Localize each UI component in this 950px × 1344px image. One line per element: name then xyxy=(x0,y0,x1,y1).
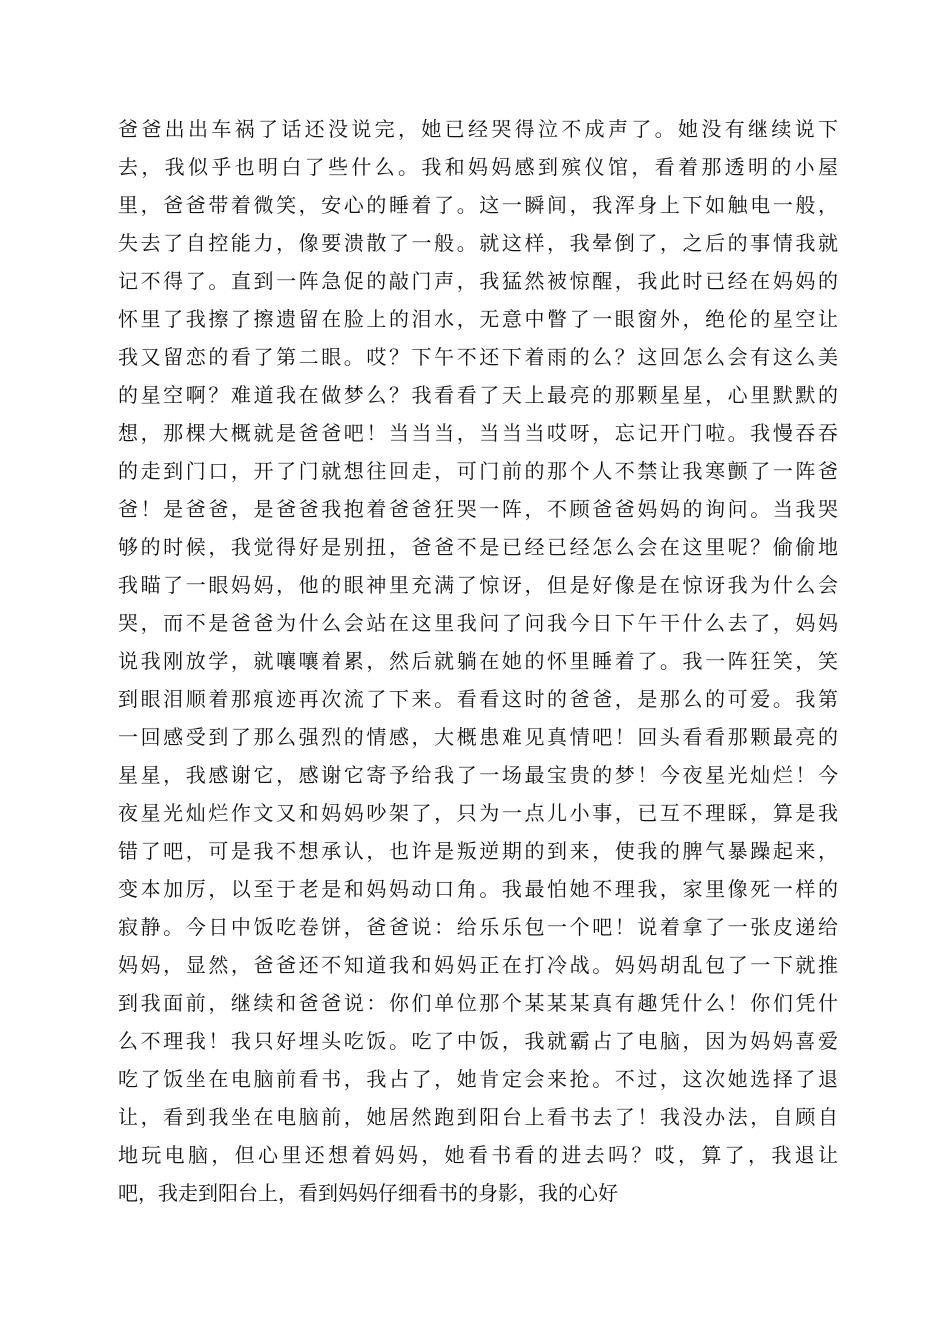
text-line: 去，我似乎也明白了些什么。我和妈妈感到殡仪馆，看着那透明的小屋 xyxy=(118,155,838,179)
text-line: 怀里了我擦了擦遗留在脸上的泪水，无意中瞥了一眼窗外，绝伦的星空让 xyxy=(118,307,838,331)
text-line: 一回感受到了那么强烈的情感，大概患难见真情吧！回头看看那颗最亮的 xyxy=(118,725,838,749)
text-line: 错了吧，可是我不想承认，也许是叛逆期的到来，使我的脾气暴躁起来， xyxy=(118,839,838,863)
text-line: 吧，我走到阳台上，看到妈妈仔细看书的身影，我的心好 xyxy=(118,1181,618,1205)
text-line: 星星，我感谢它，感谢它寄予给我了一场最宝贵的梦！今夜星光灿烂！今 xyxy=(118,763,838,787)
text-line: 想，那棵大概就是爸爸吧！当当当，当当当哎呀，忘记开门啦。我慢吞吞 xyxy=(118,421,838,445)
text-line: 到我面前，继续和爸爸说：你们单位那个某某某真有趣凭什么！你们凭什 xyxy=(118,991,838,1015)
text-line: 么不理我！我只好埋头吃饭。吃了中饭，我就霸占了电脑，因为妈妈喜爱 xyxy=(118,1029,838,1053)
text-line: 爸！是爸爸，是爸爸我抱着爸爸狂哭一阵，不顾爸爸妈妈的询问。当我哭 xyxy=(118,497,838,521)
text-line: 地玩电脑，但心里还想着妈妈，她看书看的进去吗？哎，算了，我退让 xyxy=(118,1143,838,1167)
text-line: 我瞄了一眼妈妈，他的眼神里充满了惊讶，但是好像是在惊讶我为什么会 xyxy=(118,573,838,597)
text-line: 寂静。今日中饭吃卷饼，爸爸说：给乐乐包一个吧！说着拿了一张皮递给 xyxy=(118,915,838,939)
text-line: 我又留恋的看了第二眼。哎？下午不还下着雨的么？这回怎么会有这么美 xyxy=(118,345,838,369)
text-line: 变本加厉，以至于老是和妈妈动口角。我最怕她不理我，家里像死一样的 xyxy=(118,877,838,901)
text-line: 吃了饭坐在电脑前看书，我占了，她肯定会来抢。不过，这次她选择了退 xyxy=(118,1067,838,1091)
text-line: 夜星光灿烂作文又和妈妈吵架了，只为一点儿小事，已互不理睬，算是我 xyxy=(118,801,838,825)
text-line: 说我刚放学，就嚷嚷着累，然后就躺在她的怀里睡着了。我一阵狂笑，笑 xyxy=(118,649,838,673)
text-line: 的星空啊？难道我在做梦么？我看看了天上最亮的那颗星星，心里默默的 xyxy=(118,383,838,407)
text-line: 爸爸出出车祸了话还没说完，她已经哭得泣不成声了。她没有继续说下 xyxy=(118,117,838,141)
text-line: 哭，而不是爸爸为什么会站在这里我问了问我今日下午干什么去了，妈妈 xyxy=(118,611,838,635)
text-line: 让，看到我坐在电脑前，她居然跑到阳台上看书去了！我没办法，自顾自 xyxy=(118,1105,838,1129)
text-line: 够的时候，我觉得好是别扭，爸爸不是已经已经怎么会在这里呢？偷偷地 xyxy=(118,535,838,559)
body-text xyxy=(118,110,838,1212)
text-line: 失去了自控能力，像要溃散了一般。就这样，我晕倒了，之后的事情我就 xyxy=(118,231,838,255)
text-line: 到眼泪顺着那痕迹再次流了下来。看看这时的爸爸，是那么的可爱。我第 xyxy=(118,687,838,711)
text-line: 里，爸爸带着微笑，安心的睡着了。这一瞬间，我浑身上下如触电一般， xyxy=(118,193,838,217)
text-line: 记不得了。直到一阵急促的敲门声，我猛然被惊醒，我此时已经在妈妈的 xyxy=(118,269,838,293)
text-line: 的走到门口，开了门就想往回走，可门前的那个人不禁让我寒颤了一阵爸 xyxy=(118,459,838,483)
text-line: 妈妈，显然，爸爸还不知道我和妈妈正在打冷战。妈妈胡乱包了一下就推 xyxy=(118,953,838,977)
